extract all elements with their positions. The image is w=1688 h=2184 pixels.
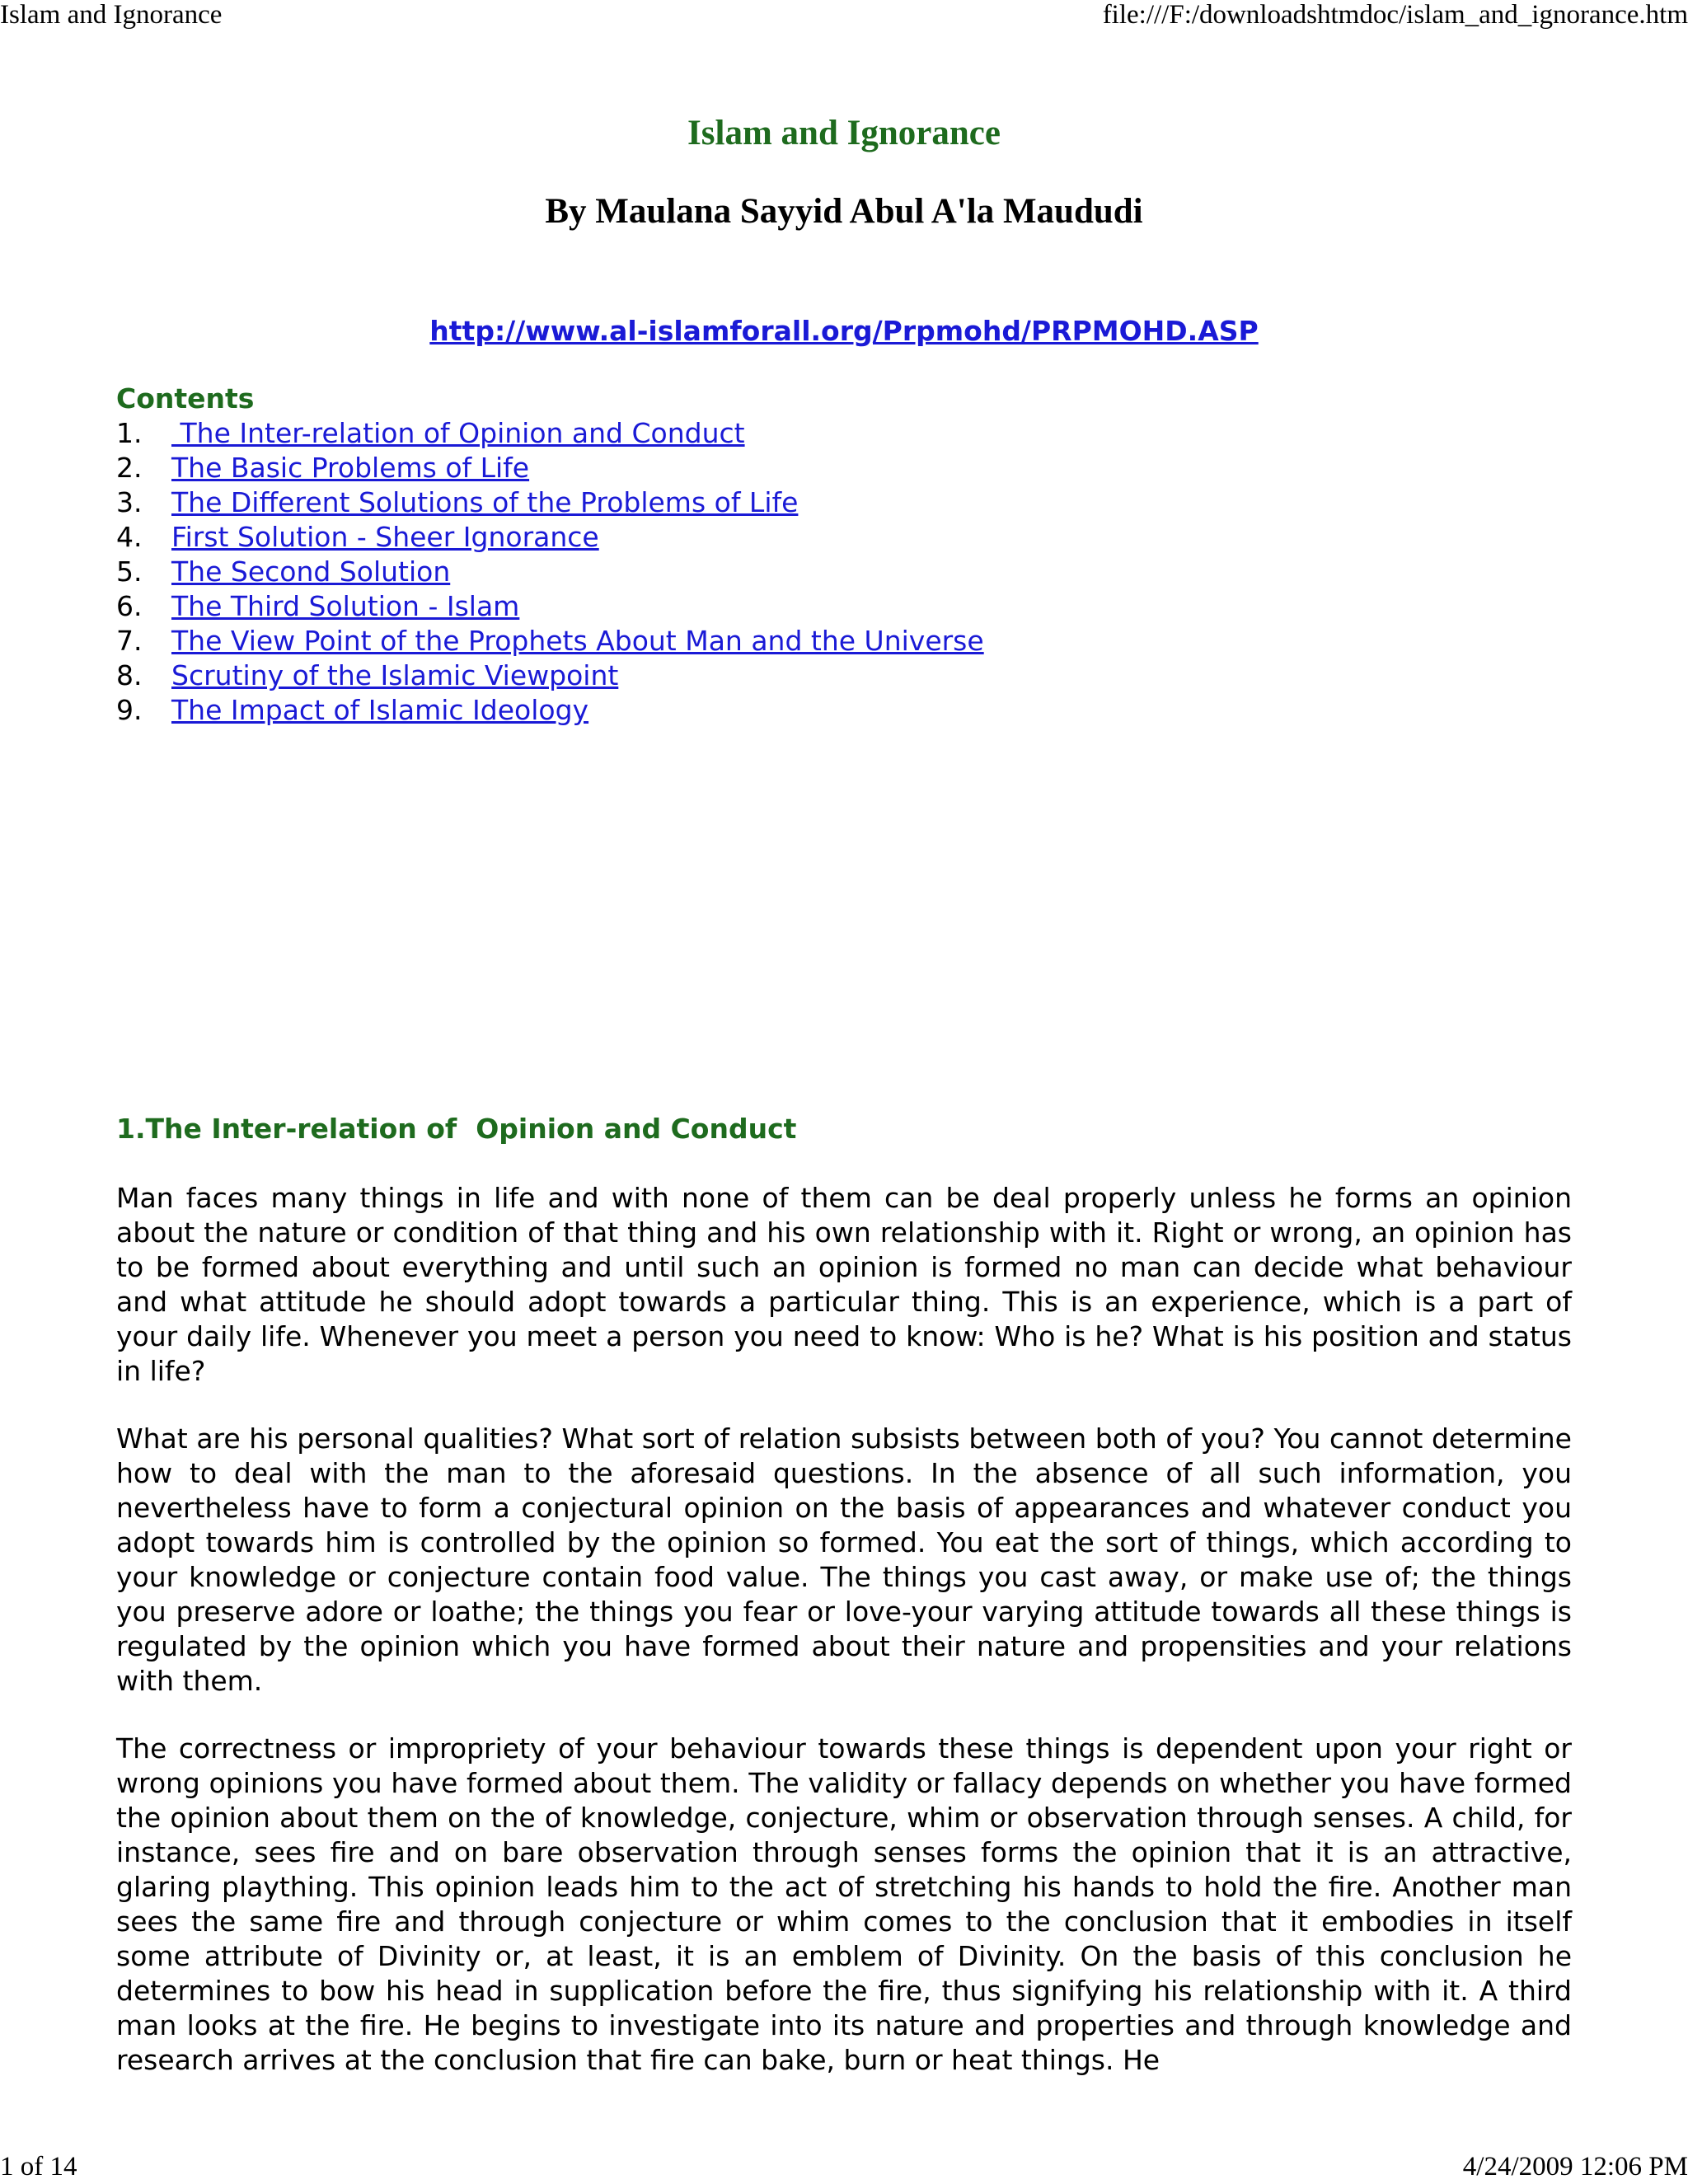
toc-item (116, 520, 984, 555)
toc-number: 7. (116, 625, 143, 657)
print-header-path: file:///F:/downloadshtmdoc/islam_and_ignorance.htm (1102, 0, 1688, 30)
toc-number: 5. (116, 555, 143, 588)
toc-link[interactable]: First Solution - Sheer Ignorance (171, 521, 599, 553)
source-url-link[interactable]: http://www.al-islamforall.org/Prpmohd/PRPMOHD.ASP (429, 315, 1259, 347)
toc-link[interactable]: The Different Solutions of the Problems of Life (171, 486, 799, 518)
toc-number: 1. (116, 417, 143, 449)
toc-number: 9. (116, 694, 143, 726)
toc-number: 2. (116, 452, 143, 484)
toc-item (116, 555, 984, 589)
print-header-title: Islam and Ignorance (0, 0, 223, 30)
toc-link[interactable]: The Inter-relation of Opinion and Conduct (171, 417, 745, 449)
contents-heading: Contents (116, 382, 255, 415)
toc-item (116, 416, 984, 451)
section-body (116, 1181, 1572, 2111)
toc-number: 4. (116, 521, 143, 553)
body-paragraph: Man faces many things in life and with none of them can be deal properly unless he forms an opinion about the nature or condition of that thing and his own relationship with it. Right or wrong, an opinion has to be formed about everything and until such an opinion is formed no man can decide what behaviour and what attitude he should adopt towards a particular thing. This is an experience, which is a part of your daily life. Whenever you meet a person you need to know: Who is he? What is his position and status in life? (116, 1182, 1572, 1387)
print-datetime: 4/24/2009 12:06 PM (1462, 2152, 1688, 2182)
toc-link[interactable]: The View Point of the Prophets About Man and the Universe (171, 625, 984, 657)
toc-link[interactable]: The Basic Problems of Life (171, 452, 530, 484)
toc-link[interactable]: The Second Solution (171, 555, 451, 588)
toc-item (116, 451, 984, 485)
body-paragraph: What are his personal qualities? What sort of relation subsists between both of you? You cannot determine how to deal with the man to the aforesaid questions. In the absence of all such information, you nevertheless have to form a conjectural opinion on the basis of appearances and whatever conduct you adopt towards him is controlled by the opinion so formed. You eat the sort of things, which according to your knowledge or conjecture contain food value. The things you cast away, or make use of; the things you preserve adore or loathe; the things you fear or love-your varying attitude towards all these things is regulated by the opinion which you have formed about their nature and propensities and your relations with them. (116, 1422, 1572, 1697)
toc-number: 8. (116, 659, 143, 691)
toc-link[interactable]: Scrutiny of the Islamic Viewpoint (171, 659, 619, 691)
toc-item (116, 485, 984, 520)
author-line: By Maulana Sayyid Abul A'la Maududi (545, 192, 1143, 231)
page-number: 1 of 14 (0, 2152, 77, 2182)
body-paragraph: The correctness or impropriety of your behaviour towards these things is dependent upon your right or wrong opinions you have formed about them. The validity or fallacy depends on whether you have formed the opinion about them on the of knowledge, conjecture, whim or observation through senses. A child, for instance, sees fire and on bare observation through senses forms the opinion that it is an attractive, glaring plaything. This opinion leads him to the act of stretching his hands to hold the fire. Another man sees the same fire and through conjecture or whim comes to the conclusion that it embodies in itself some attribute of Divinity or, at least, it is an emblem of Divinity. On the basis of this conclusion he determines to bow his head in supplication before the fire, thus signifying his relationship with it. A third man looks at the fire. He begins to investigate into its nature and properties and through knowledge and research arrives at the conclusion that fire can bake, burn or heat things. He (116, 1732, 1572, 2076)
toc-number: 3. (116, 486, 143, 518)
toc-item (116, 589, 984, 624)
toc-item (116, 624, 984, 658)
toc-item (116, 693, 984, 728)
toc-number: 6. (116, 590, 143, 622)
toc-link[interactable]: The Impact of Islamic Ideology (171, 694, 589, 726)
section-heading: 1.The Inter-relation of Opinion and Conduct (116, 1113, 797, 1145)
contents-list (116, 416, 984, 728)
page-title: Islam and Ignorance (687, 114, 1001, 152)
toc-link[interactable]: The Third Solution - Islam (171, 590, 520, 622)
toc-item (116, 658, 984, 693)
